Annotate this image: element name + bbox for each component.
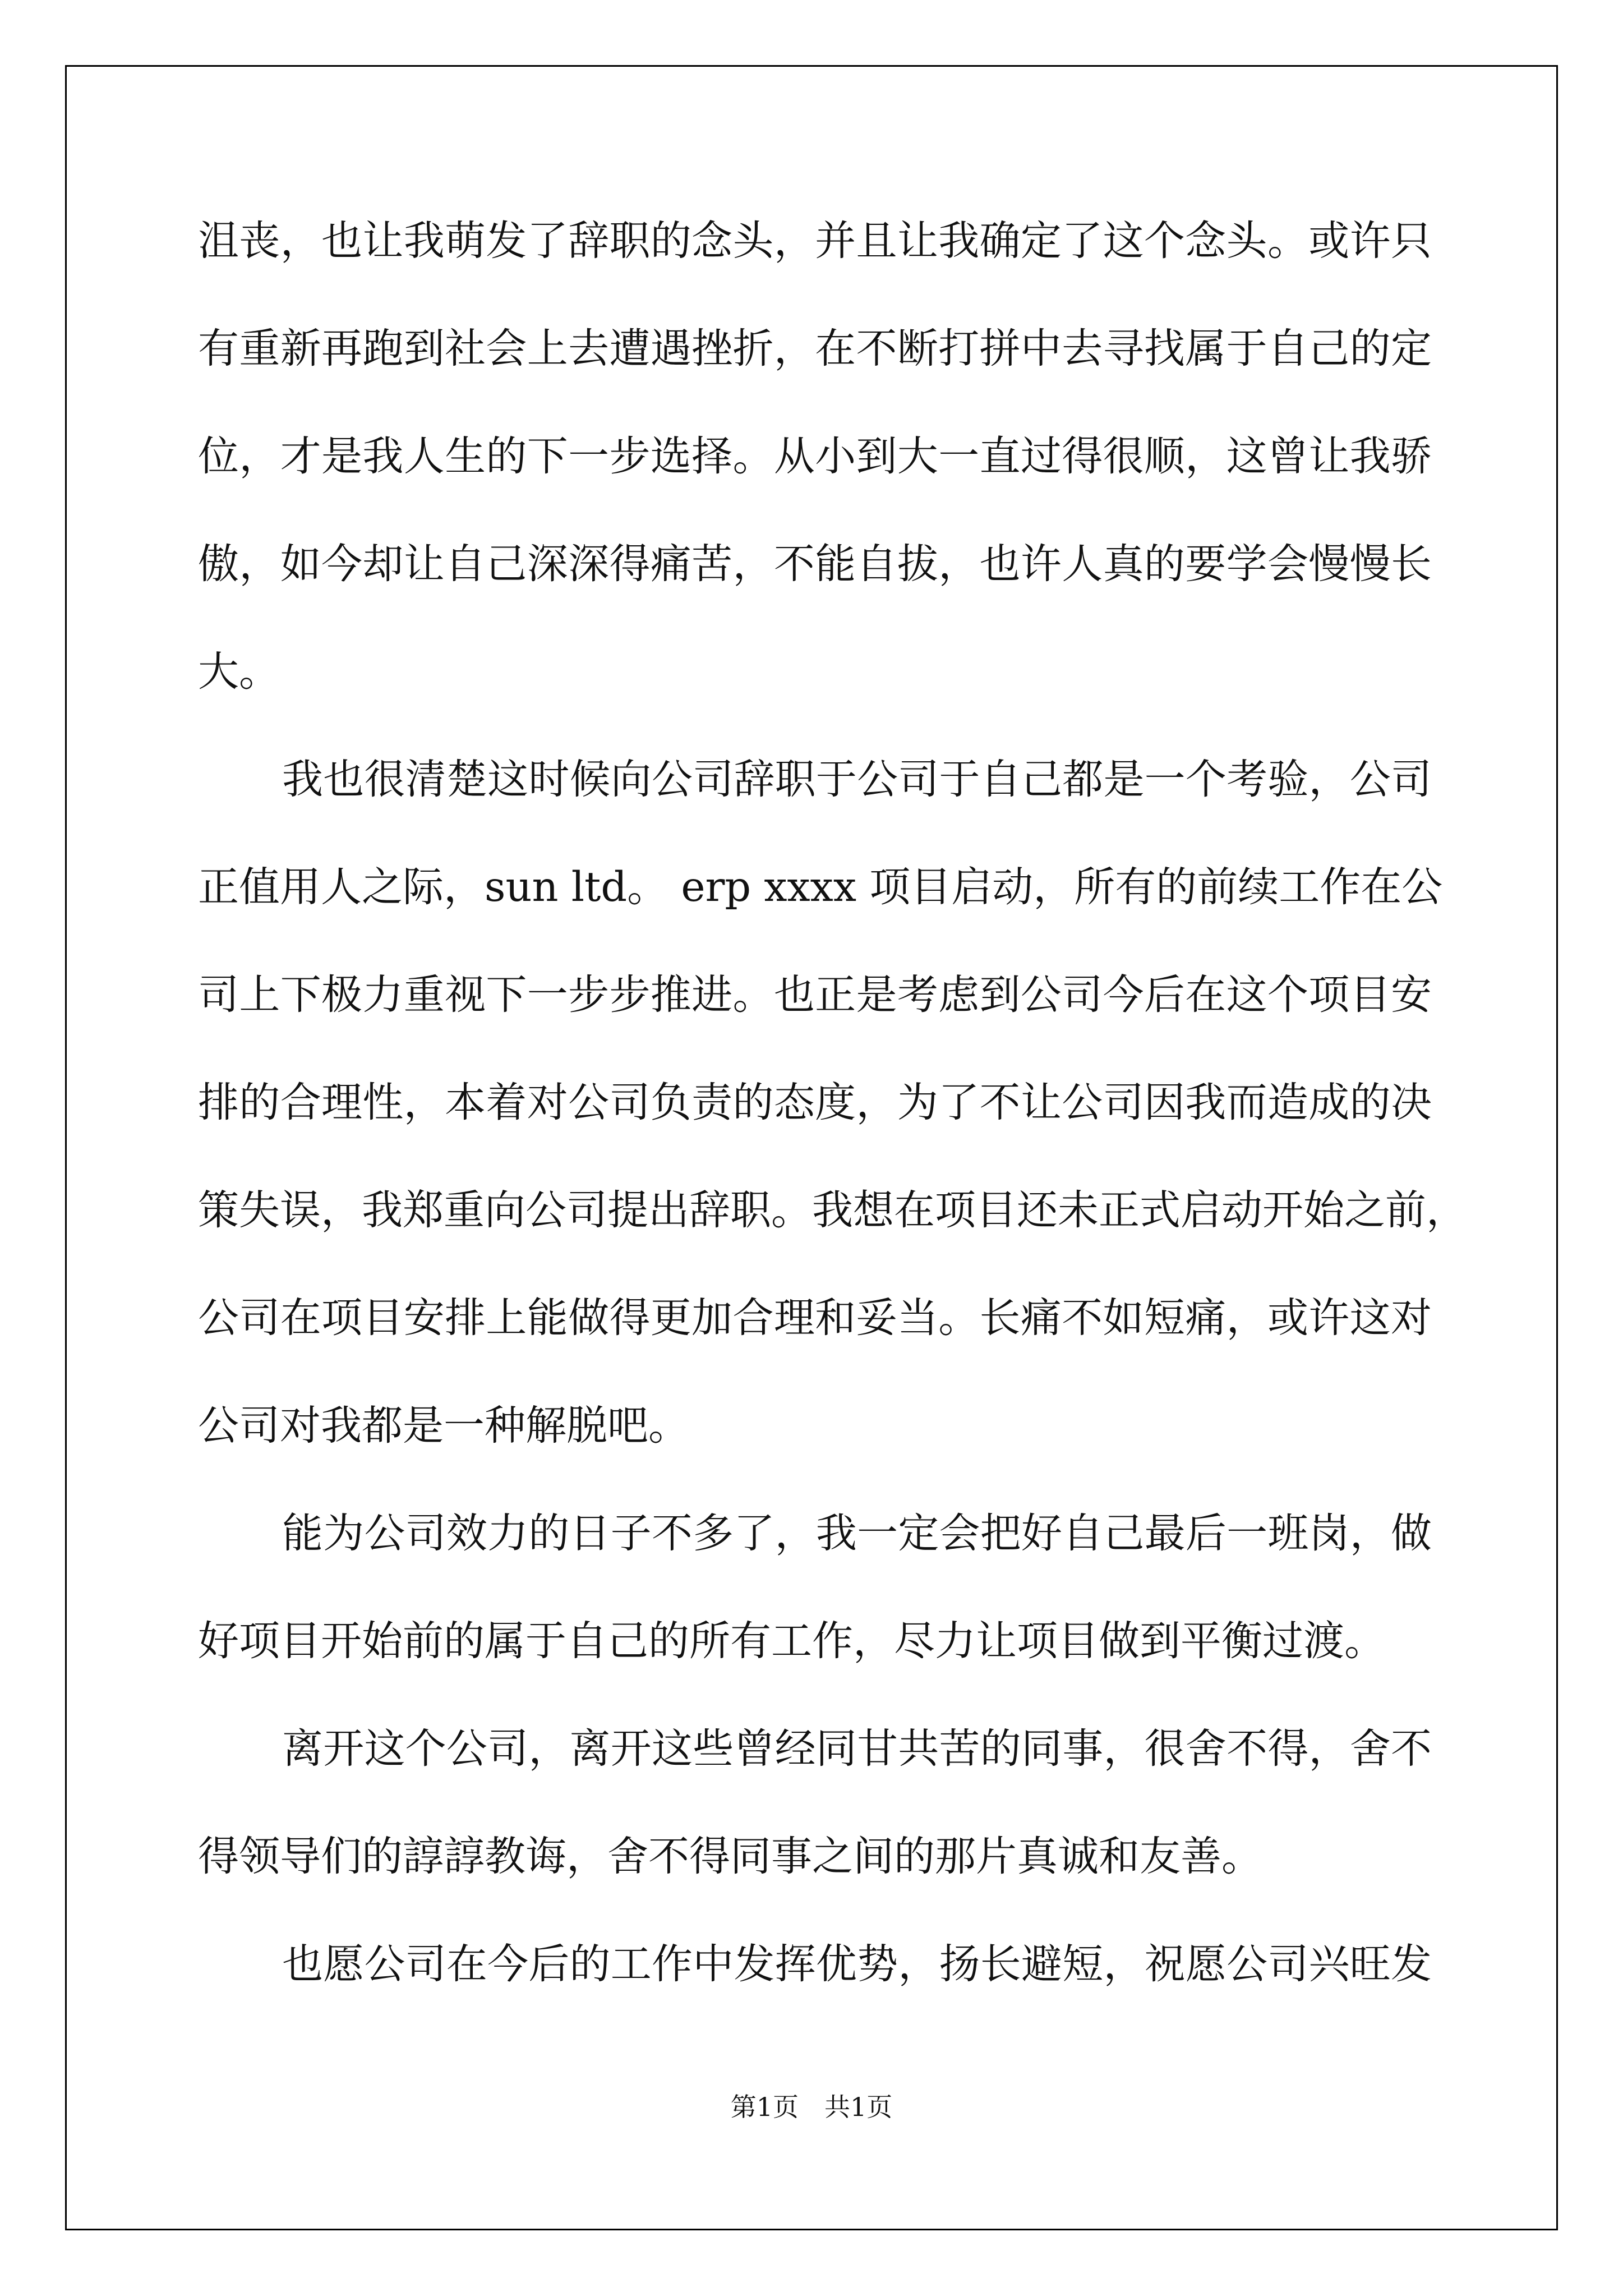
text-line: 位，才是我人生的下一步选择。从小到大一直过得很顺，这曾让我骄 [198,432,1432,480]
text-line: 也愿公司在今后的工作中发挥优势，扬长避短，祝愿公司兴旺发 [282,1940,1432,1988]
text-line: 沮丧，也让我萌发了辞职的念头，并且让我确定了这个念头。或许只 [198,217,1432,265]
text-line: 公司在项目安排上能做得更加合理和妥当。长痛不如短痛，或许这对 [198,1294,1432,1342]
text-line: 好项目开始前的属于自己的所有工作，尽力让项目做到平衡过渡。 [198,1617,1385,1665]
text-line: 排的合理性，本着对公司负责的态度，为了不让公司因我而造成的决 [198,1079,1432,1126]
text-line: 大。 [198,648,280,696]
text-line: 我也很清楚这时候向公司辞职于公司于自己都是一个考验，公司 [282,756,1432,803]
text-line: 傲，如今却让自己深深得痛苦，不能自拔，也许人真的要学会慢慢长 [198,540,1432,588]
text-line: 能为公司效力的日子不多了，我一定会把好自己最后一班岗，做 [282,1510,1432,1557]
document-body [198,213,1467,2044]
text-line: 正值用人之际，sun ltd。 erp xxxx 项目启动，所有的前续工作在公 [198,863,1443,911]
text-line: 司上下极力重视下一步步推进。也正是考虑到公司今后在这个项目安 [198,971,1432,1019]
text-line: 公司对我都是一种解脱吧。 [198,1402,689,1450]
text-line: 得领导们的諄諄教诲，舍不得同事之间的那片真诚和友善。 [198,1833,1262,1880]
text-line: 策失误，我郑重向公司提出辞职。我想在项目还未正式启动开始之前， [198,1186,1467,1234]
text-line: 有重新再跑到社会上去遭遇挫折，在不断打拼中去寻找属于自己的定 [198,325,1432,372]
text-line: 离开这个公司，离开这些曾经同甘共苦的同事，很舍不得，舍不 [282,1725,1432,1773]
page-footer: 第1页 共1页 [730,2092,893,2122]
